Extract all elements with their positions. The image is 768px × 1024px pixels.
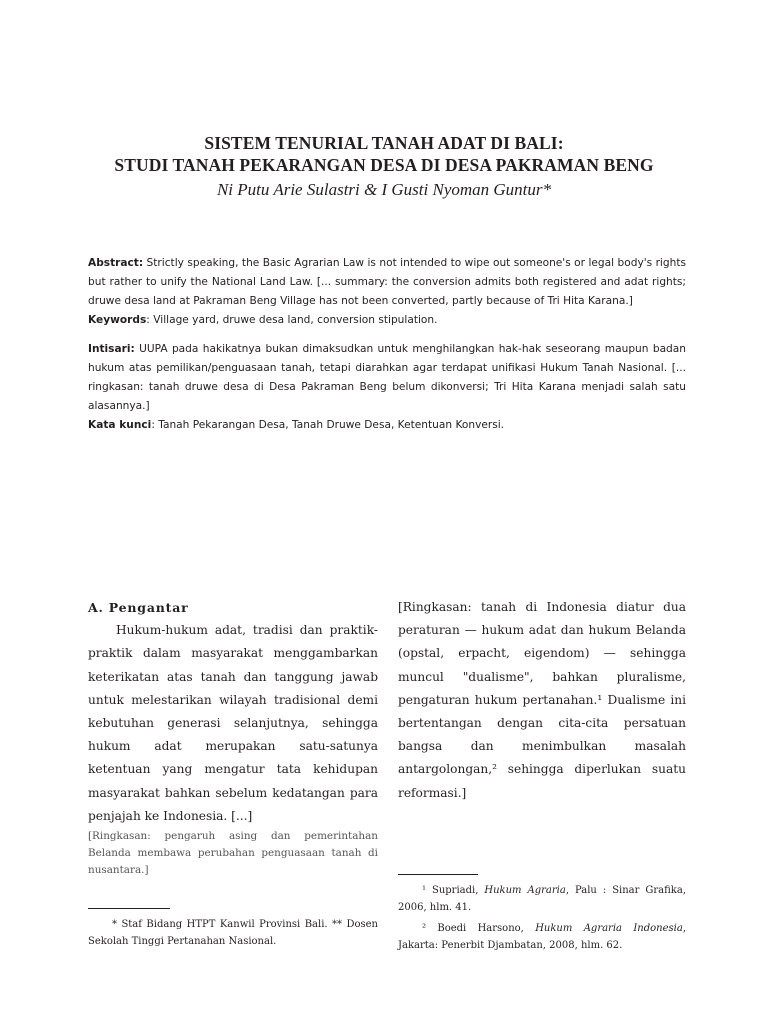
body-column-left [88, 596, 378, 879]
keywords-text: : Village yard, druwe desa land, conversion stipulation. [146, 314, 438, 326]
keywords-line [88, 311, 686, 330]
abstract-text: Strictly speaking, the Basic Agrarian Law is not intended to wipe out someone's or legal body's rights but rather to unify the National Land Law. [... summary: the conversion admits both registered and adat rights; druwe desa land at Pakraman Beng Village has not been converted, partly because of Tri Hita Karana.] [88, 257, 686, 307]
keywords-label: Keywords [88, 314, 147, 326]
kata-kunci-line [88, 416, 686, 435]
abstract-block [88, 254, 686, 435]
body-paragraph-right: [Ringkasan: tanah di Indonesia diatur dua peraturan — hukum adat dan hukum Belanda (opstal, erpacht, eigendom) — sehingga muncul "dualisme", bahkan pluralisme, pengaturan hukum pertanahan.¹ Dualisme ini bertentangan dengan cita-cita persatuan bangsa dan menimbulkan masalah antargolongan,² sehingga diperlukan suatu reformasi.] [398, 600, 686, 800]
title-block [60, 132, 708, 202]
footnote-divider-left [88, 908, 170, 909]
body-paragraph-left: Hukum-hukum adat, tradisi dan praktik-praktik dalam masyarakat menggambarkan keterikatan atas tanah dan tanggung jawab untuk melestarikan wilayah tradisional demi kebutuhan generasi selanjutnya, sehingga hukum adat merupakan satu-satunya ketentuan yang mengatur tata kehidupan masyarakat bahkan sebelum kedatangan para penjajah ke Indonesia. [...] [88, 623, 378, 823]
author-footnote: * Staf Bidang HTPT Kanwil Provinsi Bali. ** Dosen Sekolah Tinggi Pertanahan Nasional. [88, 919, 378, 947]
footnote-2: ² Boedi Harsono, Hukum Agraria Indonesia, Jakarta: Penerbit Djambatan, 2008, hlm. 62. [398, 923, 686, 951]
paper-title-line-2: STUDI TANAH PEKARANGAN DESA DI DESA PAKRAMAN BENG [114, 155, 654, 175]
footnotes-right [398, 882, 686, 958]
intisari-paragraph [88, 340, 686, 416]
paper-title-line-1: SISTEM TENURIAL TANAH ADAT DI BALI: [204, 133, 564, 153]
kata-kunci-text: : Tanah Pekarangan Desa, Tanah Druwe Desa, Ketentuan Konversi. [151, 419, 505, 431]
footnote-1: ¹ Supriadi, Hukum Agraria, Palu : Sinar Grafika, 2006, hlm. 41. [398, 885, 686, 913]
abstract-label: Abstract: [88, 257, 144, 269]
section-heading: A. Pengantar [88, 600, 189, 615]
intisari-text: UUPA pada hakikatnya bukan dimaksudkan untuk menghilangkan hak-hak seseorang maupun badan hukum atas pemilikan/penguasaan tanah, tetapi diarahkan agar terdapat unifikasi Hukum Tanah Nasional. [... ringkasan: tanah druwe desa di Desa Pakraman Beng belum dikonversi; Tri Hita Karana menjadi salah satu alasannya.] [88, 343, 686, 412]
abstract-paragraph [88, 254, 686, 311]
paper-authors: Ni Putu Arie Sulastri & I Gusti Nyoman Guntur* [216, 180, 552, 199]
footnote-divider-right [398, 874, 478, 875]
intisari-label: Intisari: [88, 343, 135, 355]
body-summary-left: [Ringkasan: pengaruh asing dan pemerintahan Belanda membawa perubahan penguasaan tanah di nusantara.] [88, 830, 378, 877]
kata-kunci-label: Kata kunci [88, 419, 152, 431]
body-column-right [398, 596, 686, 805]
